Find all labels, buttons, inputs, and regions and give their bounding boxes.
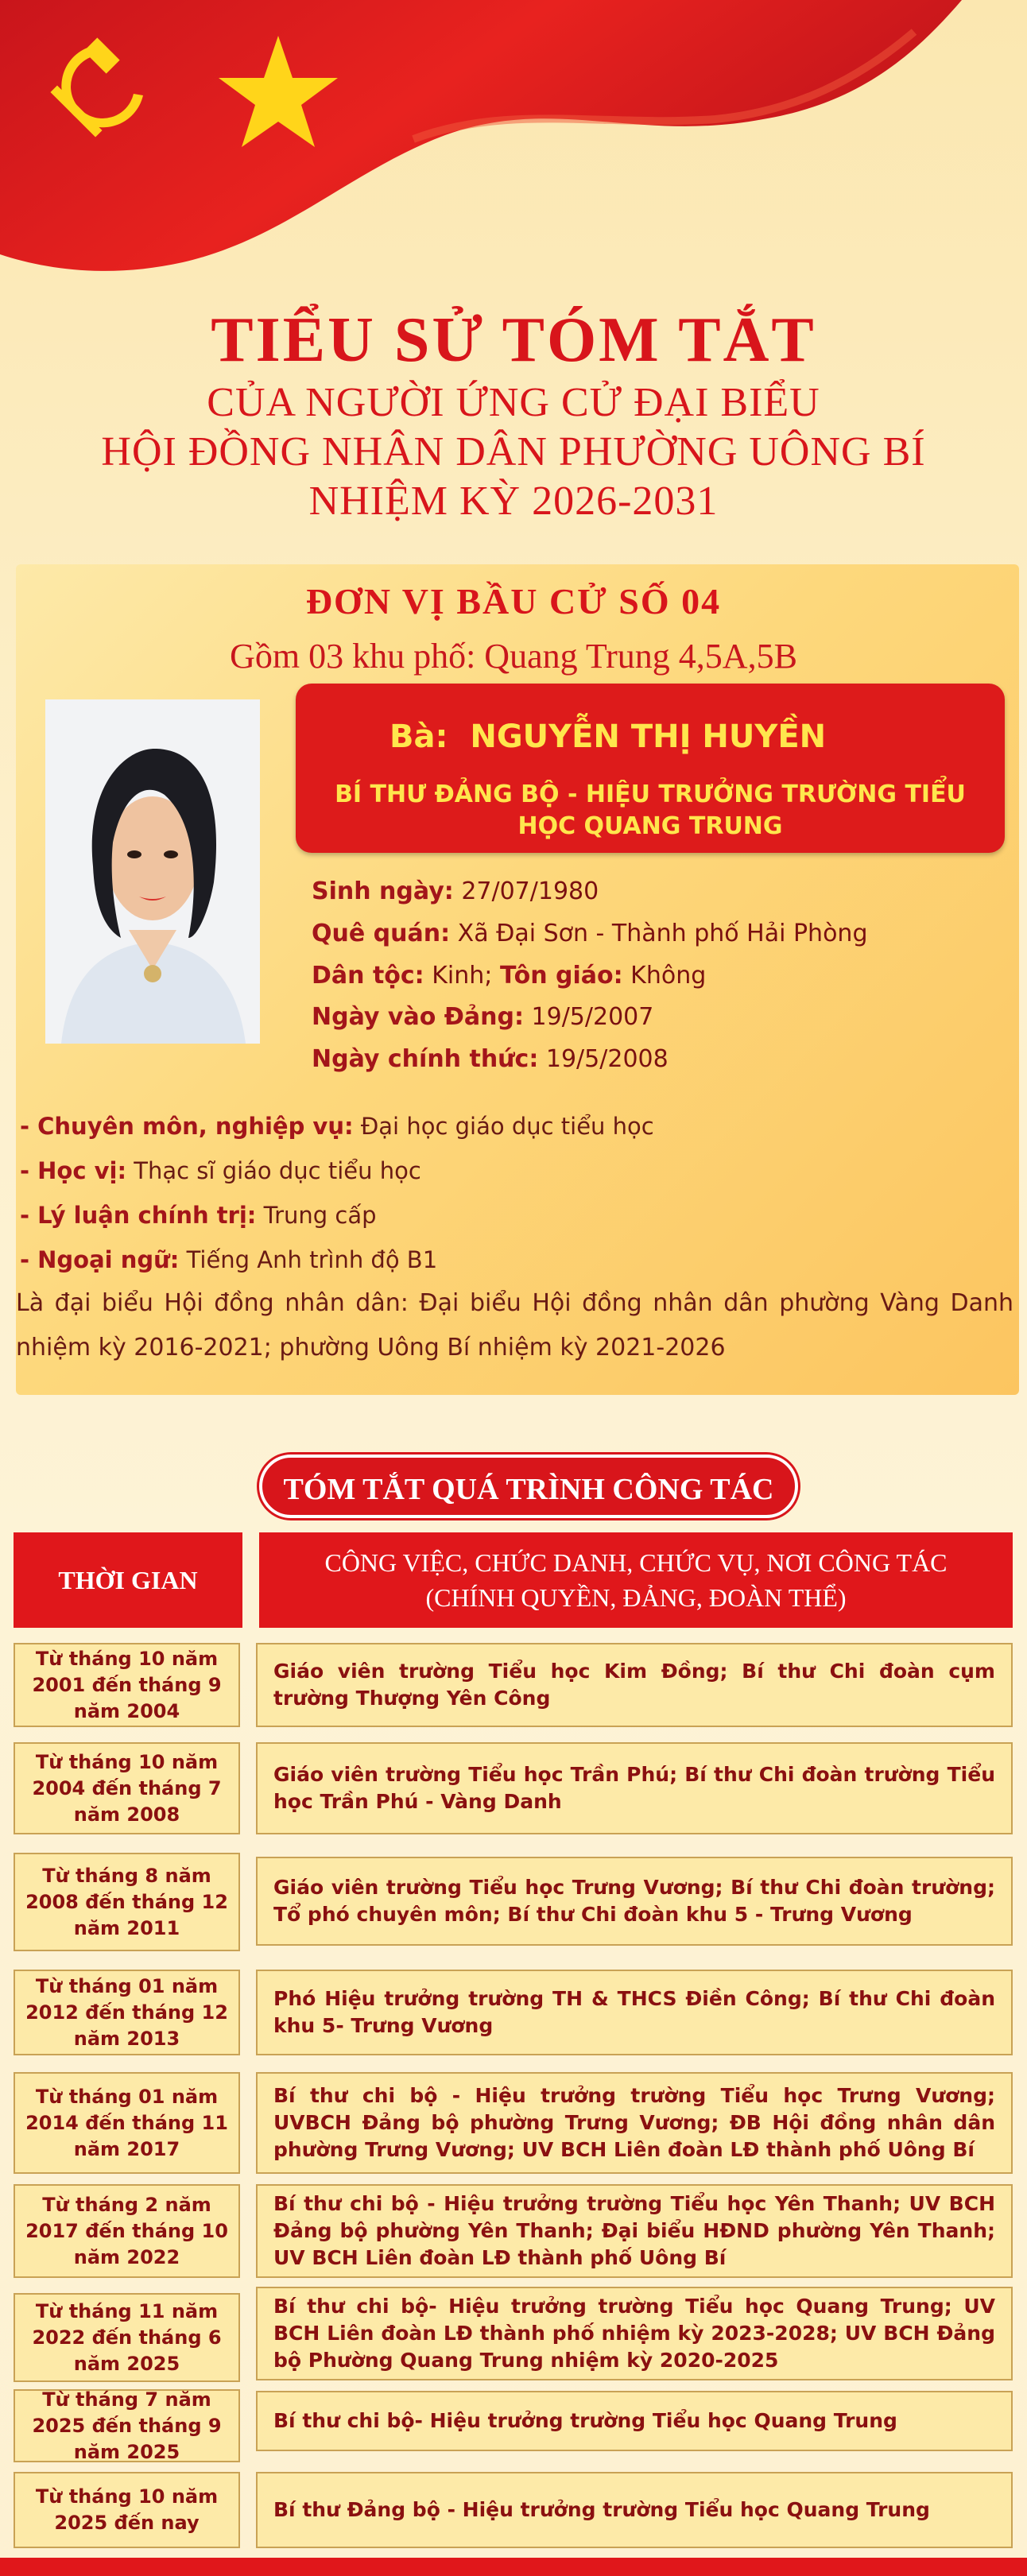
candidate-photo	[45, 699, 260, 1044]
candidate-role: BÍ THƯ ĐẢNG BỘ - HIỆU TRƯỞNG TRƯỜNG TIỂU HỌC QUANG TRUNG	[335, 781, 966, 840]
salutation: Bà:	[389, 719, 448, 755]
career-row-time: Từ tháng 01 năm 2014 đến tháng 11 năm 2017	[14, 2072, 240, 2174]
career-section-title: TÓM TẮT QUÁ TRÌNH CÔNG TÁC	[259, 1455, 798, 1518]
candidate-name: NGUYỄN THỊ HUYỀN	[470, 719, 827, 755]
bottom-red-bar	[0, 2558, 1027, 2576]
career-row-time: Từ tháng 7 năm 2025 đến tháng 9 năm 2025	[14, 2389, 240, 2462]
career-row-time: Từ tháng 10 năm 2004 đến tháng 7 năm 2008	[14, 1742, 240, 1834]
career-row-time: Từ tháng 11 năm 2022 đến tháng 6 năm 2025	[14, 2293, 240, 2382]
career-row-job: Bí thư chi bộ- Hiệu trưởng trường Tiểu học Quang Trung; UV BCH Liên đoàn LĐ thành phố nhiệm kỳ 2023-2028; UV BCH Đảng bộ Phường Quang Trung nhiệm kỳ 2020-2025	[256, 2287, 1013, 2380]
electoral-unit-subtitle: Gồm 03 khu phố: Quang Trung 4,5A,5B	[230, 637, 797, 676]
subtitle-line-3: NHIỆM KỲ 2026-2031	[308, 478, 719, 524]
career-row-job: Giáo viên trường Tiểu học Trần Phú; Bí thư Chi đoàn trường Tiểu học Trần Phú - Vàng Danh	[256, 1742, 1013, 1834]
qualification-politics: - Lý luận chính trị: Trung cấp	[20, 1202, 377, 1229]
table-header-job-line2: (CHÍNH QUYỀN, ĐẢNG, ĐOÀN THỂ)	[425, 1583, 847, 1612]
career-row-job: Giáo viên trường Tiểu học Trưng Vương; Bí thư Chi đoàn trường; Tổ phó chuyên môn; Bí thư Chi đoàn khu 5 - Trưng Vương	[256, 1857, 1013, 1946]
candidate-name-box	[296, 684, 1005, 853]
candidate-name-line	[389, 719, 826, 755]
table-header-job-line1: CÔNG VIỆC, CHỨC DANH, CHỨC VỤ, NƠI CÔNG TÁC	[324, 1548, 948, 1577]
party-join-row: Ngày vào Đảng: 19/5/2007	[312, 1003, 654, 1031]
career-row-job: Bí thư chi bộ - Hiệu trưởng trường Tiểu học Yên Thanh; UV BCH Đảng bộ phường Yên Thanh; Đại biểu HĐND phường Yên Thanh; UV BCH Liên đoàn LĐ thành phố Uông Bí	[256, 2184, 1013, 2278]
career-row-job: Phó Hiệu trưởng trường TH & THCS Điền Công; Bí thư Chi đoàn khu 5- Trưng Vương	[256, 1970, 1013, 2055]
electoral-unit-title: ĐƠN VỊ BẦU CỬ SỐ 04	[305, 581, 722, 622]
hometown-row: Quê quán: Xã Đại Sơn - Thành phố Hải Phòng	[312, 920, 868, 947]
career-row-time: Từ tháng 8 năm 2008 đến tháng 12 năm 2011	[14, 1853, 240, 1951]
career-row-job: Bí thư Đảng bộ - Hiệu trưởng trường Tiểu học Quang Trung	[256, 2472, 1013, 2548]
career-row-time: Từ tháng 2 năm 2017 đến tháng 10 năm 2022	[14, 2184, 240, 2278]
hammer-sickle-icon	[40, 32, 159, 151]
subtitle-line-1: CỦA NGƯỜI ỨNG CỬ ĐẠI BIỂU	[207, 380, 820, 425]
delegate-note: Là đại biểu Hội đồng nhân dân: Đại biểu Hội đồng nhân dân phường Vàng Danh nhiệm kỳ 2016-2021; phường Uông Bí nhiệm kỳ 2021-2026	[16, 1289, 1013, 1362]
official-row: Ngày chính thức: 19/5/2008	[312, 1045, 669, 1073]
qualification-language: - Ngoại ngữ: Tiếng Anh trình độ B1	[20, 1246, 438, 1273]
star-icon	[215, 32, 342, 151]
dob-row: Sinh ngày: 27/07/1980	[312, 877, 599, 905]
career-row-job: Giáo viên trường Tiểu học Kim Đồng; Bí thư Chi đoàn cụm trường Thượng Yên Công	[256, 1643, 1013, 1727]
title-block	[0, 302, 1027, 526]
career-row-job: Bí thư chi bộ - Hiệu trưởng trường Tiểu học Trưng Vương; UVBCH Đảng bộ phường Trưng Vương; ĐB Hội đồng nhân dân phường Trưng Vương; UV BCH Liên đoàn LĐ thành phố Uông Bí	[256, 2072, 1013, 2174]
subtitle-line-2: HỘI ĐỒNG NHÂN DÂN PHƯỜNG UÔNG BÍ	[101, 429, 926, 475]
page-title: TIỂU SỬ TÓM TẮT	[211, 305, 816, 375]
career-row-time: Từ tháng 10 năm 2001 đến tháng 9 năm 2004	[14, 1643, 240, 1727]
table-header-time: THỜI GIAN	[14, 1532, 242, 1628]
career-row-time: Từ tháng 10 năm 2025 đến nay	[14, 2472, 240, 2548]
career-row-job: Bí thư chi bộ- Hiệu trưởng trường Tiểu học Quang Trung	[256, 2391, 1013, 2451]
table-header-job	[259, 1532, 1013, 1628]
qualification-specialty: - Chuyên môn, nghiệp vụ: Đại học giáo dục tiểu học	[20, 1113, 654, 1140]
qualification-degree: - Học vị: Thạc sĩ giáo dục tiểu học	[20, 1157, 421, 1184]
career-row-time: Từ tháng 01 năm 2012 đến tháng 12 năm 2013	[14, 1970, 240, 2055]
ethnic-religion-row: Dân tộc: Kinh; Tôn giáo: Không	[312, 962, 707, 990]
